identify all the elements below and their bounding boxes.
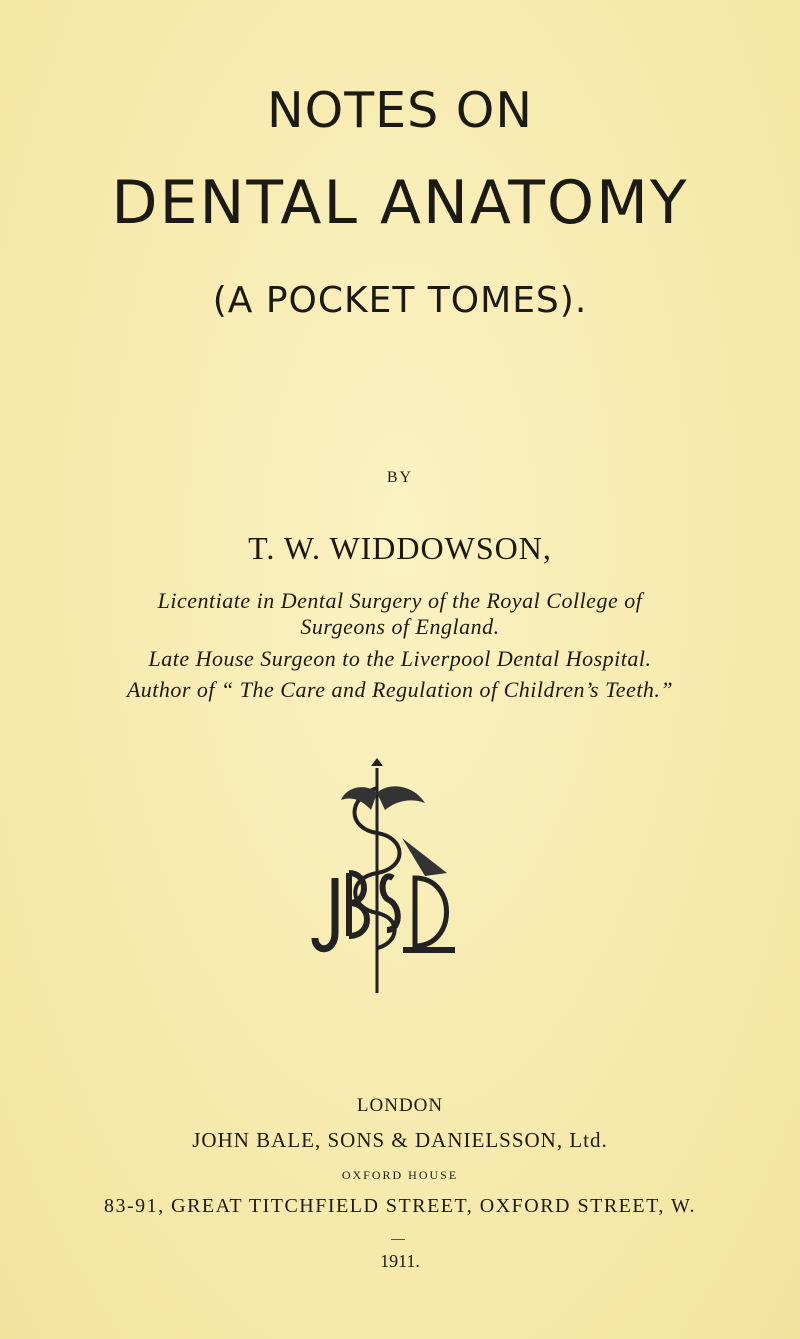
by-label: BY [386,469,414,486]
subtitle: (A POCKET TOMES). [212,280,588,321]
imprint-address: 83-91, GREAT TITCHFIELD STREET, OXFORD STREET, W. [103,1195,697,1217]
imprint-city: LONDON [356,1095,444,1116]
credential-line: Licentiate in Dental Surgery of the Royal College of [157,588,643,613]
credential-line: Author of “ The Care and Regulation of Children’s Teeth.” [126,677,674,702]
credential-line: Late House Surgeon to the Liverpool Dental Hospital. [148,646,652,671]
publisher-monogram-logo [307,758,467,1008]
imprint-publisher: JOHN BALE, SONS & DANIELSSON, Ltd. [192,1128,608,1152]
title-line-2: DENTAL ANATOMY [111,168,689,238]
credential-line: Surgeons of England. [300,614,500,639]
imprint-house: OXFORD HOUSE [341,1168,459,1182]
imprint-year: 1911. [380,1251,420,1271]
title-line-1: NOTES ON [266,82,533,139]
imprint-divider [391,1239,405,1240]
author-name: T. W. WIDDOWSON, [248,530,552,566]
